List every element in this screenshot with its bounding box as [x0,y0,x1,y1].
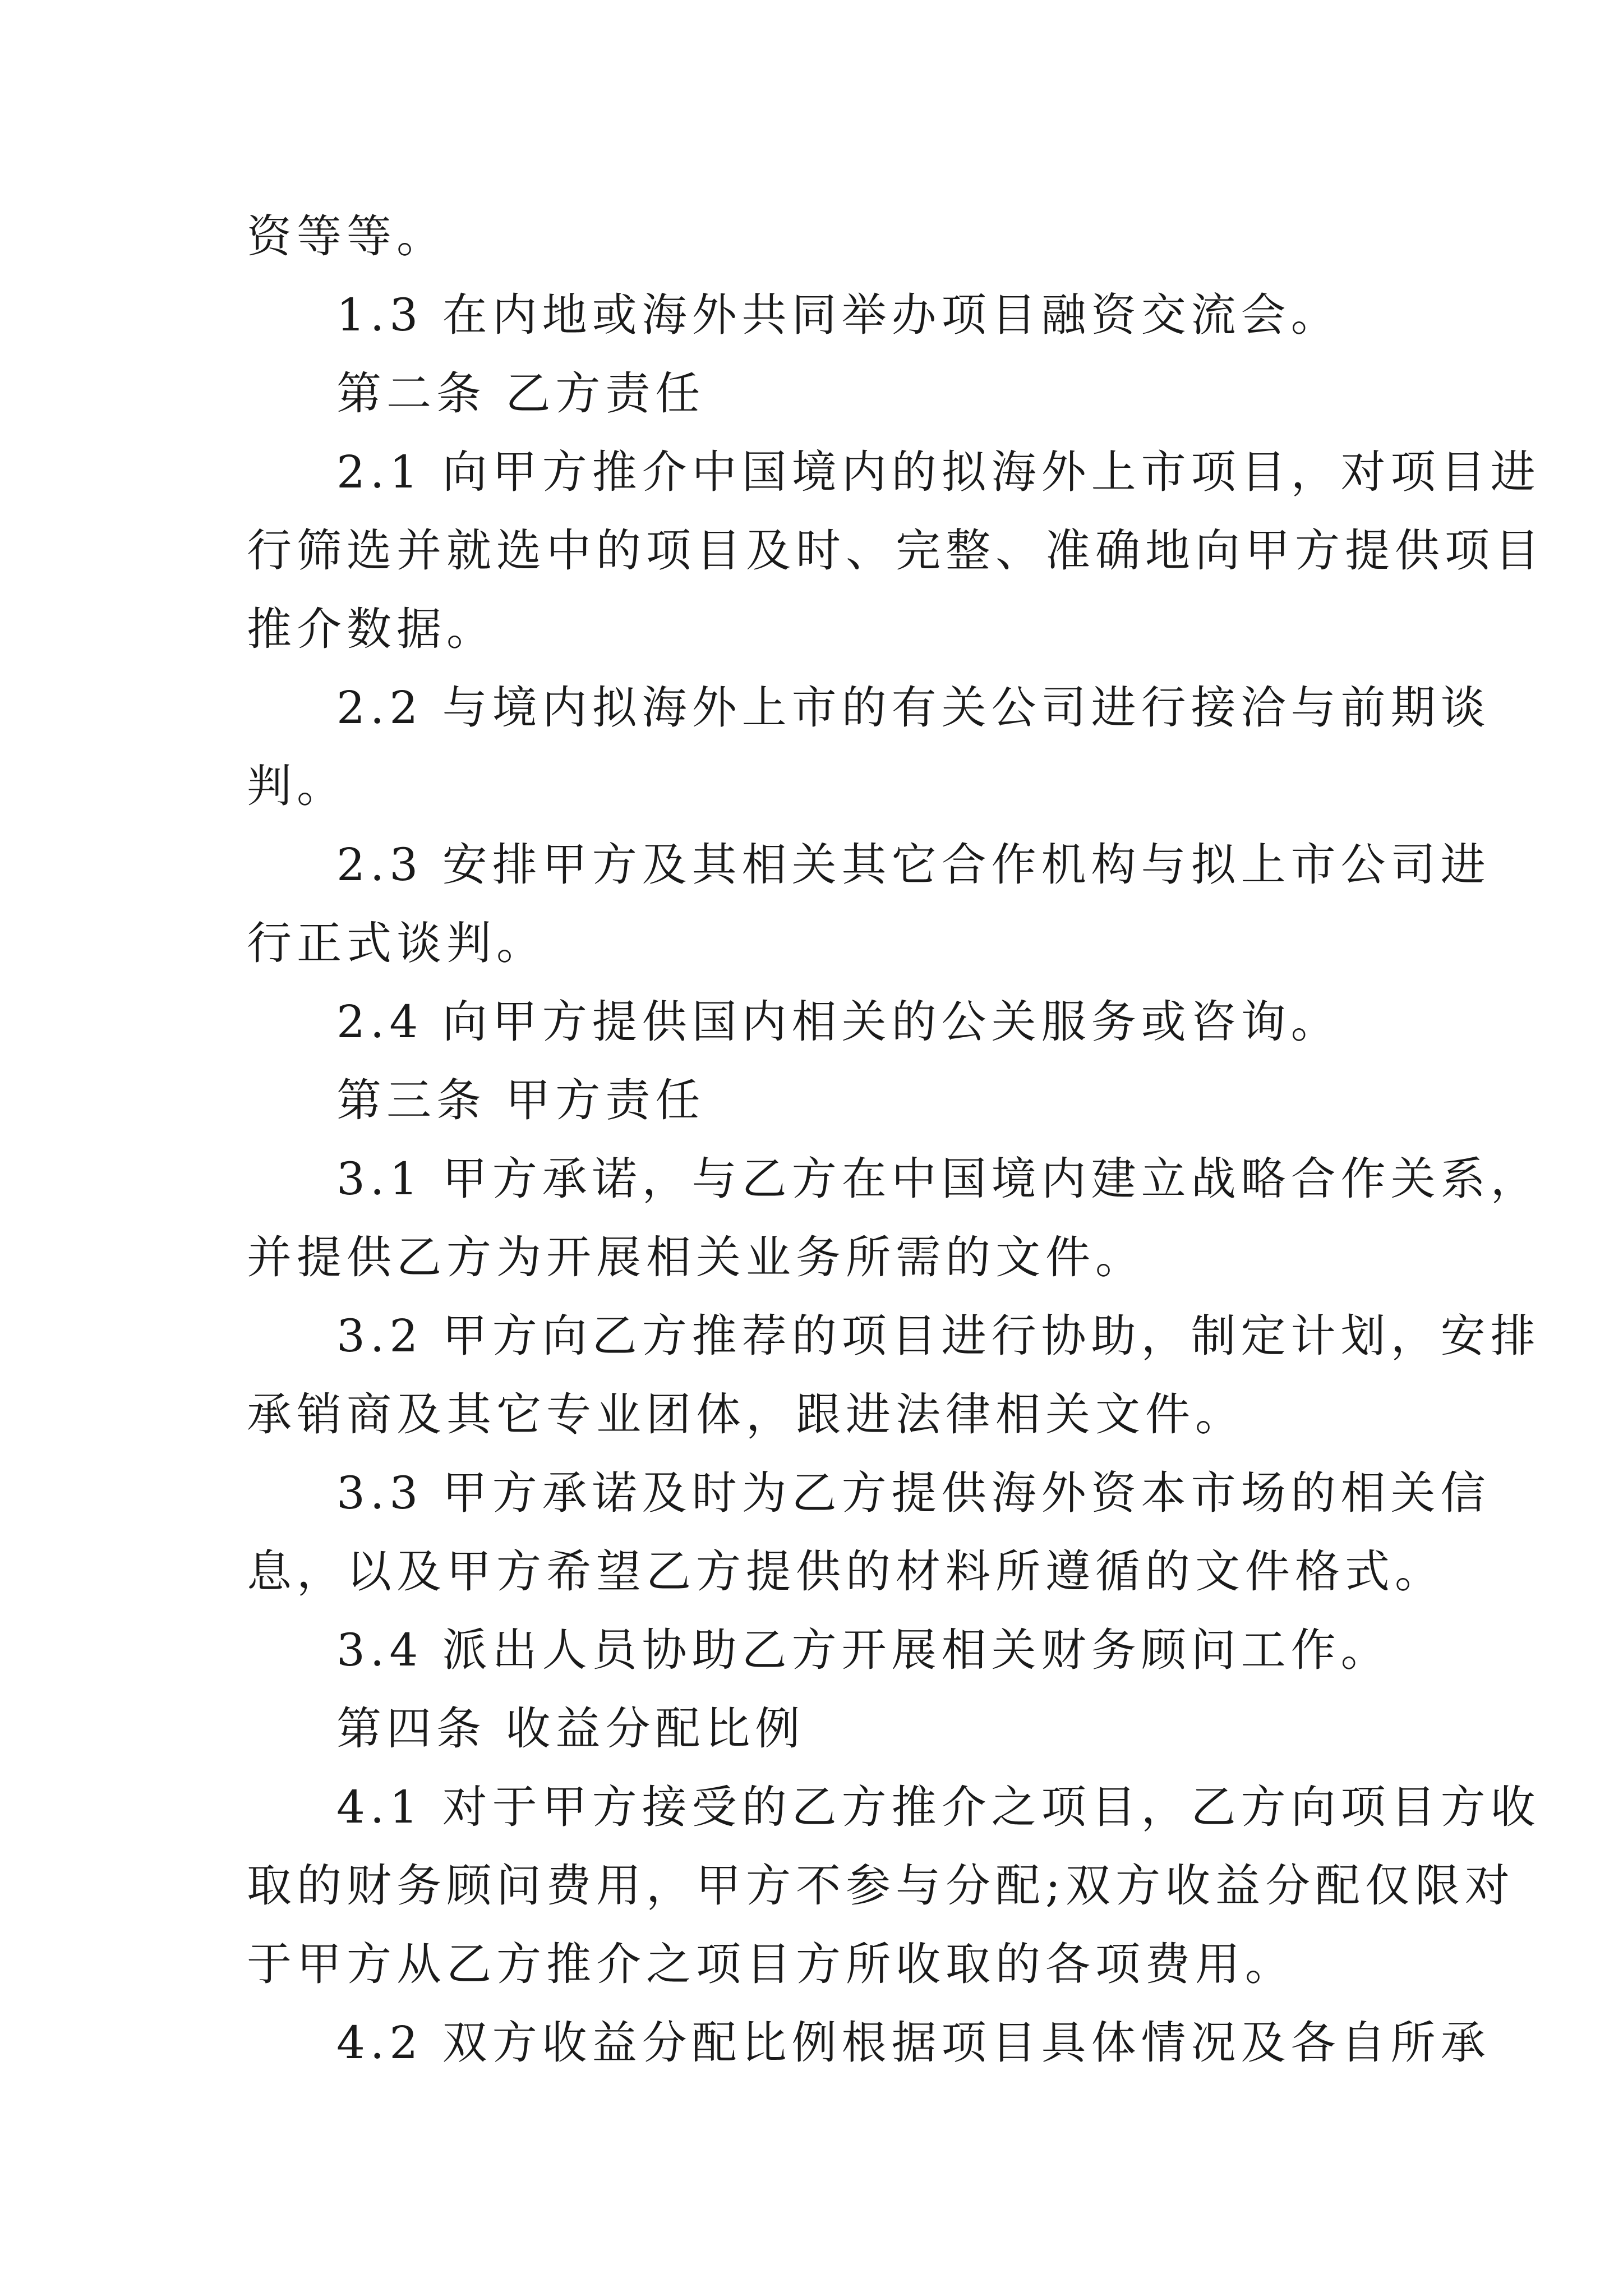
text-line: 4.2 双方收益分配比例根据项目具体情况及各自所承 [336,2017,1491,2069]
text-line: 息，以及甲方希望乙方提供的材料所遵循的文件格式。 [247,1545,1445,1598]
text-line: 3.2 甲方向乙方推荐的项目进行协助，制定计划，安排 [336,1310,1541,1362]
text-line: 2.1 向甲方推介中国境内的拟海外上市项目，对项目进 [336,446,1541,498]
text-line: 1.3 在内地或海外共同举办项目融资交流会。 [336,289,1341,341]
text-line: 2.4 向甲方提供国内相关的公关服务或咨询。 [336,996,1341,1048]
text-line: 于甲方从乙方推介之项目方所收取的各项费用。 [247,1938,1295,1990]
text-line: 判。 [247,760,347,812]
section-heading: 第三条 甲方责任 [336,1074,706,1126]
text-line: 资等等。 [247,210,446,263]
text-line: 取的财务顾问费用，甲方不参与分配;双方收益分配仅限对 [247,1860,1515,1912]
text-line: 3.3 甲方承诺及时为乙方提供海外资本市场的相关信 [336,1467,1491,1519]
text-line: 2.3 安排甲方及其相关其它合作机构与拟上市公司进 [336,839,1491,891]
text-line: 行正式谈判。 [247,917,546,969]
text-line: 2.2 与境内拟海外上市的有关公司进行接洽与前期谈 [336,682,1491,734]
section-heading: 第二条 乙方责任 [336,367,706,420]
text-line: 并提供乙方为开展相关业务所需的文件。 [247,1231,1145,1283]
text-line: 3.1 甲方承诺，与乙方在中国境内建立战略合作关系， [336,1153,1541,1205]
text-line: 行筛选并就选中的项目及时、完整、准确地向甲方提供项目 [247,524,1544,577]
text-line: 承销商及其它专业团体，跟进法律相关文件。 [247,1388,1245,1441]
section-heading: 第四条 收益分配比例 [336,1703,805,1755]
text-line: 推介数据。 [247,603,496,655]
text-line: 4.1 对于甲方接受的乙方推介之项目，乙方向项目方收 [336,1781,1541,1833]
text-line: 3.4 派出人员协助乙方开展相关财务顾问工作。 [336,1624,1391,1676]
